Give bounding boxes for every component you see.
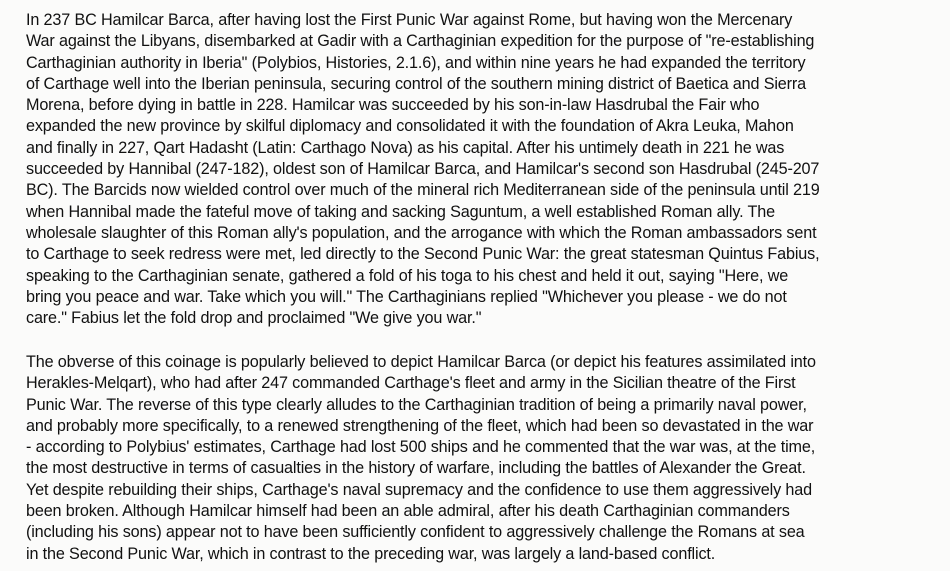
text-line: Morena, before dying in battle in 228. Hamilcar was succeeded by his son-in-law Hasdrubal the Fair who [26,96,760,115]
text-line: (including his sons) appear not to have been sufficiently confident to aggressively challenge the Romans at sea [26,523,805,542]
paragraph-hamilcar-history [26,10,820,329]
text-line: Carthaginian authority in Iberia" (Polybios, Histories, 2.1.6), and within nine years he had expanded the territory [26,53,806,72]
text-line: the most destructive in terms of casualties in the history of warfare, including the battles of Alexander the Great. [26,459,806,478]
text-line: and finally in 227, Qart Hadasht (Latin: Carthago Nova) as his capital. After his untimely death in 221 he was [26,138,785,157]
text-line: succeeded by Hannibal (247-182), oldest son of Hamilcar Barca, and Hamilcar's second son Hasdrubal (245-207 [26,160,820,179]
text-line: wholesale slaughter of this Roman ally's population, and the arrogance with which the Roman ambassadors sent [26,223,817,242]
text-line: Yet despite rebuilding their ships, Carthage's naval supremacy and the confidence to use them aggressively had [26,480,812,499]
text-line: when Hannibal made the fateful move of taking and sacking Saguntum, a well established Roman ally. The [26,202,775,221]
text-line: In 237 BC Hamilcar Barca, after having lost the First Punic War against Rome, but having won the Mercenary [26,11,793,29]
text-line: expanded the new province by skilful diplomacy and consolidated it with the foundation of Akra Leuka, Mahon [26,117,794,136]
text-line: Herakles-Melqart), who had after 247 commanded Carthage's fleet and army in the Sicilian theatre of the First [26,374,796,393]
text-line: bring you peace and war. Take which you will." The Carthaginians replied "Whichever you please - we do not [26,287,787,306]
text-line: BC). The Barcids now wielded control over much of the mineral rich Mediterranean side of the peninsula until 219 [26,181,820,200]
text-line: been broken. Although Hamilcar himself had been an able admiral, after his death Carthaginian commanders [26,502,790,521]
text-line: War against the Libyans, disembarked at Gadir with a Carthaginian expedition for the purpose of "re-establishing [26,32,815,51]
paragraph-coinage-description [26,352,816,565]
text-line: The obverse of this coinage is popularly believed to depict Hamilcar Barca (or depict his features assimilated into [26,353,816,371]
text-line: in the Second Punic War, which in contrast to the preceding war, was largely a land-based conflict. [26,544,716,563]
text-line: speaking to the Carthaginian senate, gathered a fold of his toga to his chest and held it out, saying "Here, we [26,266,789,285]
text-line: and probably more specifically, to a renewed strengthening of the fleet, which had been so devastated in the war [26,416,814,435]
text-line: to Carthage to seek redress were met, led directly to the Second Punic War: the great statesman Quintus Fabius, [26,245,820,264]
text-line: care." Fabius let the fold drop and proclaimed "We give you war." [26,309,482,328]
text-line: - according to Polybius' estimates, Carthage had lost 500 ships and he commented that the war was, at the time, [26,438,816,457]
text-line: of Carthage well into the Iberian peninsula, securing control of the southern mining district of Baetica and Sierra [26,74,806,93]
text-line: Punic War. The reverse of this type clearly alludes to the Carthaginian tradition of being a primarily naval power, [26,395,807,414]
